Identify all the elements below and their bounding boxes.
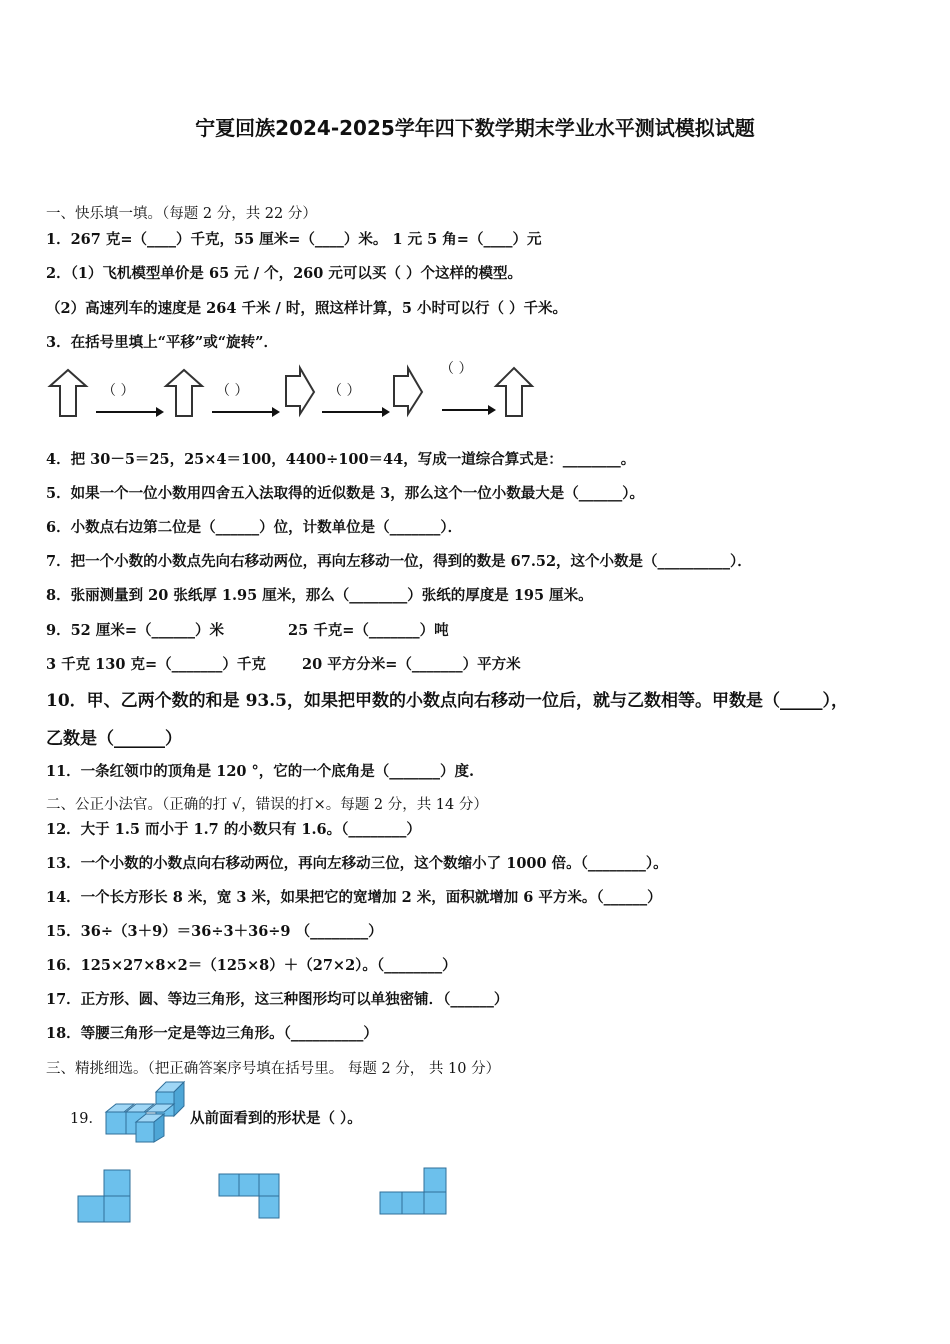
question-14: 14．一个长方形长 8 米，宽 3 米，如果把它的宽增加 2 米，面积就增加 6 平方米。（______） — [46, 889, 662, 906]
option-c-shape[interactable] — [378, 1166, 448, 1216]
question-17: 17．正方形、圆、等边三角形，这三种图形均可以单独密铺．（______） — [46, 991, 509, 1008]
q3-blank-2: （ ） — [216, 383, 249, 399]
question-18: 18．等腰三角形一定是等边三角形。（__________） — [46, 1025, 378, 1042]
question-13: 13．一个小数的小数点向右移动两位，再向左移动三位，这个数缩小了 1000 倍。（________）。 — [46, 855, 668, 872]
question-2a: 2．（1）飞机模型单价是 65 元 / 个，260 元可以买（ ）个这样的模型。 — [46, 265, 522, 282]
question-4: 4．把 30－5＝25，25×4＝100，4400÷100＝44，写成一道综合算式是：________。 — [46, 451, 636, 468]
question-10b: 乙数是（______） — [46, 729, 182, 749]
question-1: 1．267 克=（____）千克，55 厘米=（____）米。 1 元 5 角=（____）元 — [46, 231, 542, 248]
question-12: 12．大于 1.5 而小于 1.7 的小数只有 1.6。（________） — [46, 821, 421, 838]
question-11: 11．一条红领巾的顶角是 120 °，它的一个底角是（_______）度. — [46, 763, 475, 780]
up-arrow-shape-3 — [496, 368, 532, 416]
question-19-text: 从前面看到的形状是（ ）。 — [190, 1110, 362, 1127]
question-6: 6．小数点右边第二位是（______）位，计数单位是（_______）． — [46, 519, 463, 536]
q3-blank-1: （ ） — [102, 383, 135, 399]
question-2b: （2）高速列车的速度是 264 千米 / 时，照这样计算，5 小时可以行（ ）千米。 — [46, 300, 568, 317]
up-arrow-shape-2 — [166, 370, 202, 416]
question-5: 5．如果一个一位小数用四舍五入法取得的近似数是 3，那么这个一位小数最大是（______）。 — [46, 485, 644, 502]
q3-blank-4: （ ） — [440, 361, 473, 377]
q3-blank-3: （ ） — [328, 383, 361, 399]
section-3-heading: 三、精挑细选。（把正确答案序号填在括号里。 每题 2 分， 共 10 分） — [46, 1061, 501, 1077]
option-a-shape[interactable] — [76, 1168, 132, 1224]
up-arrow-shape-1 — [50, 370, 86, 416]
option-b-shape[interactable] — [217, 1172, 283, 1220]
question-16: 16．125×27×8×2＝（125×8）＋（27×2）。（________） — [46, 957, 457, 974]
section-1-heading: 一、快乐填一填。（每题 2 分，共 22 分） — [46, 206, 317, 222]
page-title: 宁夏回族2024-2025学年四下数学期末学业水平测试模拟试题 — [195, 116, 755, 140]
question-10a: 10．甲、乙两个数的和是 93.5，如果把甲数的小数点向右移动一位后，就与乙数相等。甲数是（_____）， — [46, 691, 848, 711]
right-arrow-shape-2 — [394, 368, 422, 414]
question-8: 8．张丽测量到 20 张纸厚 1.95 厘米，那么（________）张纸的厚度是 195 厘米。 — [46, 587, 593, 604]
question-19-number: 19． — [70, 1111, 103, 1127]
question-9c: 3 千克 130 克=（_______）千克 — [46, 656, 266, 673]
question-3: 3．在括号里填上“平移”或“旋转”． — [46, 334, 278, 351]
question-7: 7．把一个小数的小数点先向右移动两位，再向左移动一位，得到的数是 67.52，这个小数是（__________）． — [46, 553, 752, 570]
right-arrow-shape-1 — [286, 368, 314, 414]
section-2-heading: 二、公正小法官。（正确的打 √，错误的打×。每题 2 分，共 14 分） — [46, 797, 488, 813]
question-9a: 9．52 厘米=（______）米 — [46, 622, 224, 639]
question-9d: 20 平方分米=（_______）平方米 — [302, 656, 521, 673]
question-9b: 25 千克=（_______）吨 — [288, 622, 449, 639]
question-15: 15．36÷（3＋9）＝36÷3＋36÷9 （________） — [46, 923, 383, 940]
translate-rotate-figure — [44, 362, 544, 424]
cube-stack-figure — [104, 1080, 186, 1144]
